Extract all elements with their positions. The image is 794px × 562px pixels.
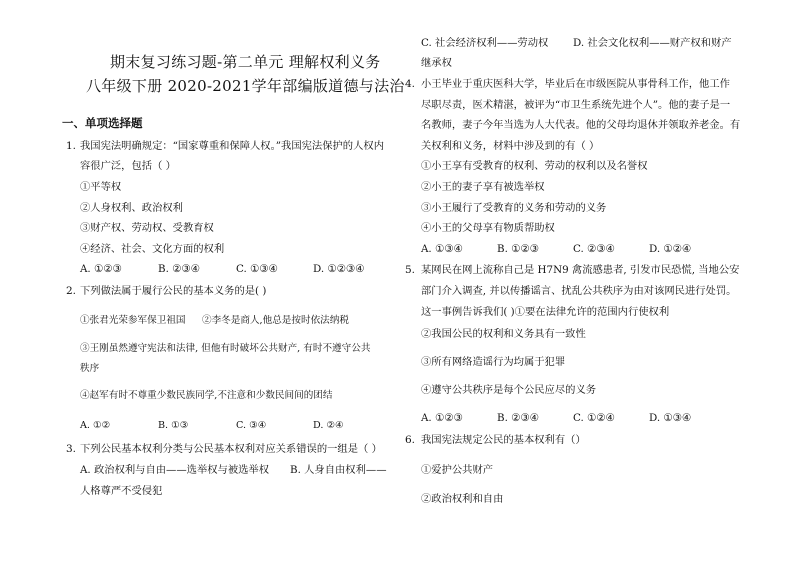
answer-option: C. ①③④ [236, 263, 278, 275]
answer-option: D. ①②④ [649, 243, 692, 255]
statement-item: ③王刚虽然遵守宪法和法律, 但他有时破坏公共财产, 有时不遵守公共 [80, 343, 371, 354]
statement-item: ①爱护公共财产 [421, 464, 494, 476]
answer-option: B. ①③ [158, 420, 189, 431]
answer-option: D. ①③④ [649, 412, 692, 424]
question-stem-line: 关权利和义务，材料中涉及到的有（ ） [421, 140, 600, 152]
answer-option: D. 社会文化权利——财产权和财产 [573, 37, 732, 49]
doc-title-line1: 期末复习练习题-第二单元 理解权利义务 [110, 53, 381, 71]
doc-title-line2: 八年级下册 2020-2021学年部编版道德与法治 [86, 77, 405, 95]
statement-item: ④小王的父母享有物质帮助权 [421, 222, 555, 234]
answer-option: B. ②③④ [497, 412, 539, 424]
question-stem-line: 我国宪法规定公民的基本权利有（） [421, 434, 586, 446]
question-number: 3. [66, 443, 77, 455]
statement-item: ①张君光荣参军保卫祖国 [80, 315, 186, 326]
statement-item: ④经济、社会、文化方面的权利 [80, 243, 225, 255]
statement-item: ②人身权利、政治权利 [80, 202, 183, 214]
answer-option: A. ①②③ [421, 412, 463, 424]
statement-item: ②我国公民的权利和义务具有一致性 [421, 328, 586, 340]
statement-item: ③小王履行了受教育的义务和劳动的义务 [421, 202, 607, 214]
question-number: 4. [405, 78, 416, 90]
question-number: 2. [66, 285, 77, 297]
question-number: 6. [405, 434, 416, 446]
question-stem-line: 容很广泛，包括（ ） [80, 160, 176, 172]
question-stem-line: 尽职尽责，医术精湛，被评为“市卫生系统先进个人”。他的妻子是一 [421, 99, 731, 111]
statement-item: ③财产权、劳动权、受教育权 [80, 222, 214, 234]
answer-option-continued: 人格尊严不受侵犯 [80, 485, 163, 497]
answer-option: B. ①②③ [497, 243, 539, 255]
statement-item: ②政治权利和自由 [421, 493, 504, 505]
statement-item: ④遵守公共秩序是每个公民应尽的义务 [421, 384, 597, 396]
answer-option: C. ①②④ [573, 412, 615, 424]
question-stem-line: 部门介入调查, 并以传播谣言、扰乱公共秩序为由对该网民进行处罚。 [421, 285, 737, 297]
statement-item: ④赵军有时不尊重少数民族同学,不注意和少数民间间的团结 [80, 390, 333, 401]
answer-option: C. 社会经济权利——劳动权 [421, 37, 549, 49]
answer-option: A. ①③④ [421, 243, 463, 255]
statement-item: ①小王享有受教育的权利、劳动的权利以及名誉权 [421, 160, 648, 172]
statement-item: ②小王的妻子享有被选举权 [421, 181, 545, 193]
answer-option: B. ②③④ [158, 263, 200, 275]
answer-option: A. ①② [80, 420, 111, 431]
statement-item: ①平等权 [80, 181, 122, 193]
question-stem-line: 下列做法属于履行公民的基本义务的是( ) [80, 285, 267, 297]
question-number: 5. [405, 264, 416, 276]
statement-item: 秩序 [80, 363, 100, 374]
question-stem-line: 小王毕业于重庆医科大学，毕业后在市级医院从事骨科工作，他工作 [421, 78, 730, 90]
answer-option: C. ②③④ [573, 243, 615, 255]
statement-item: ③所有网络造谣行为均属于犯罪 [421, 356, 566, 368]
question-stem-line: 名教师，妻子今年当选为人大代表。他的父母均退休并领取养老金。有 [421, 119, 741, 131]
answer-option: C. ③④ [236, 420, 267, 431]
question-stem-line: 我国宪法明确规定：“国家尊重和保障人权。”我国宪法保护的人权内 [80, 140, 384, 152]
answer-option-continued: 继承权 [421, 57, 452, 69]
answer-option: B. 人身自由权利—— [290, 464, 387, 476]
question-stem-line: 某网民在网上流称自己是 H7N9 禽流感患者, 引发市民恐慌, 当地公安 [421, 264, 740, 276]
section-label: 一、单项选择题 [62, 116, 143, 130]
answer-option: A. 政治权利与自由——选举权与被选举权 [80, 464, 270, 476]
question-stem-line: 下列公民基本权利分类与公民基本权利对应关系错误的一组是（ ） [80, 443, 382, 455]
answer-option: D. ①②③④ [313, 263, 365, 275]
statement-item: ②李冬是商人,他总是按时依法纳税 [202, 315, 349, 326]
question-number: 1. [66, 140, 77, 152]
question-stem-line: 这一事例告诉我们( )①要在法律允许的范围内行使权利 [421, 306, 670, 318]
answer-option: D. ②④ [313, 420, 344, 431]
answer-option: A. ①②③ [80, 263, 122, 275]
